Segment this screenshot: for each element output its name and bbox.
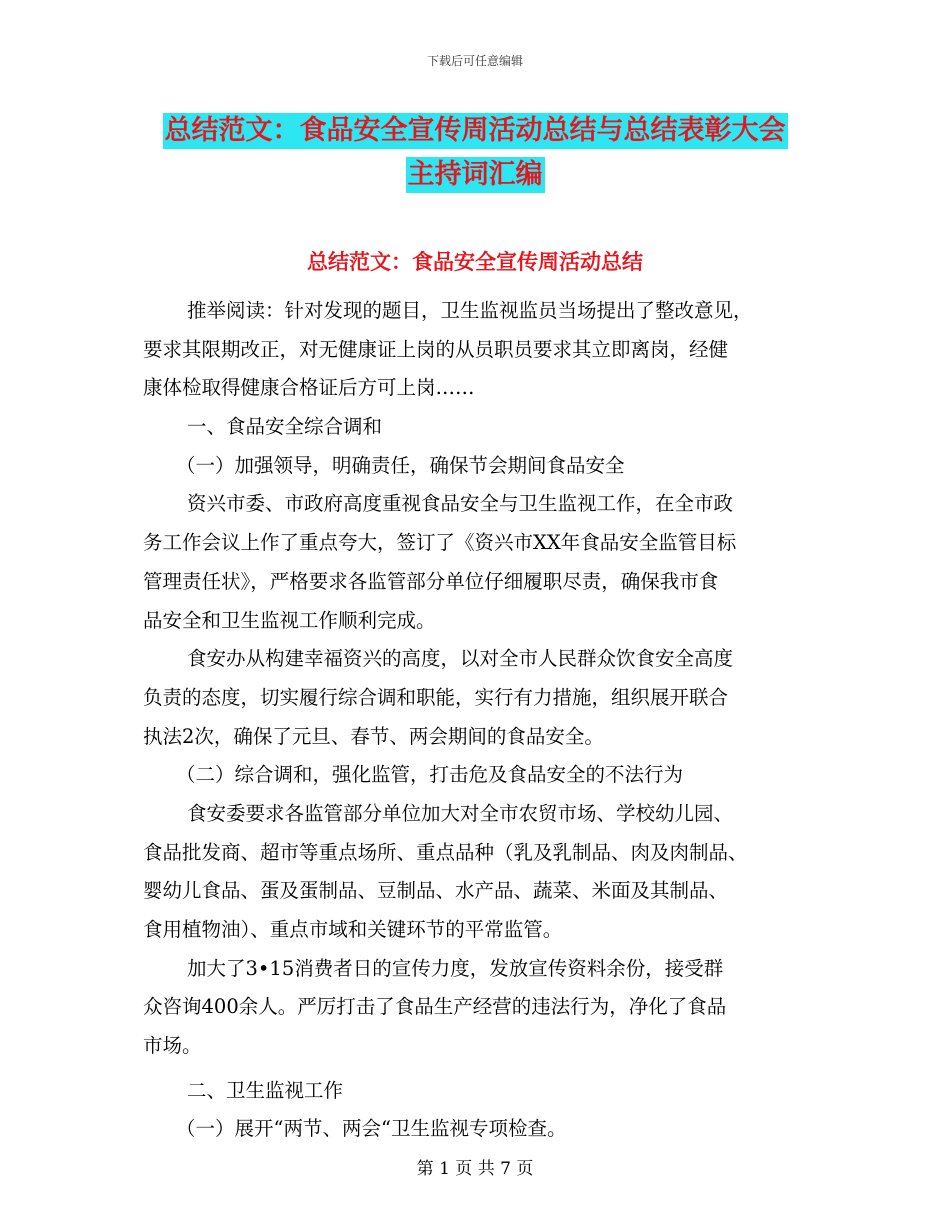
body-line: 众咨询400余人。严厉打击了食品生产经营的违法行为，净化了食品 (143, 995, 727, 1019)
body-line: 管理责任状》，严格要求各监管部分单位仔细履职尽责，确保我市食 (143, 569, 719, 593)
body-line: 市场。 (143, 1034, 202, 1058)
document-title-line1: 总结范文：食品安全宣传周活动总结与总结表彰大会 (163, 113, 788, 149)
document-title-line1-wrap (0, 113, 950, 149)
body-line: 要求其限期改正，对无健康证上岗的从员职员要求其立即离岗，经健 (143, 337, 729, 361)
body-line: 品安全和卫生监视工作顺利完成。 (143, 608, 436, 632)
body-line: 康体检取得健康合格证后方可上岗…… (143, 376, 475, 400)
document-body (143, 292, 810, 1149)
body-line: 一、食品安全综合调和 (187, 415, 383, 439)
body-line: （一）加强领导，明确责任，确保节会期间食品安全 (176, 453, 625, 477)
body-line: 二、卫生监视工作 (187, 1078, 344, 1102)
body-line: 婴幼儿食品、蛋及蛋制品、豆制品、水产品、蔬菜、米面及其制品、 (143, 879, 729, 903)
body-line: 推举阅读：针对发现的题目，卫生监视监员当场提出了整改意见， (187, 299, 753, 322)
document-title-line2: 主持词汇编 (406, 157, 545, 193)
body-line: 执法2次，确保了元旦、春节、两会期间的食品安全。 (143, 724, 604, 748)
body-line: 食品批发商、超市等重点场所、重点品种（乳及乳制品、肉及肉制品、 (143, 840, 748, 864)
page-footer: 第 1 页 共 7 页 (416, 1159, 534, 1179)
body-line: （一）展开“两节、两会“卫生监视专项检查。 (176, 1117, 567, 1141)
header-note: 下载后可任意编辑 (426, 54, 523, 68)
body-line: 务工作会议上作了重点夸大，签订了《资兴市XX年食品安全监管目标 (143, 531, 737, 555)
body-line: （二）综合调和，强化监管，打击危及食品安全的不法行为 (176, 763, 684, 787)
body-line: 资兴市委、市政府高度重视食品安全与卫生监视工作，在全市政 (187, 492, 734, 516)
body-line: 食安委要求各监管部分单位加大对全市农贸市场、学校幼儿园、 (187, 801, 734, 825)
body-line: 食用植物油）、重点市域和关键环节的平常监管。 (143, 918, 563, 941)
body-line: 负责的态度，切实履行综合调和职能，实行有力措施，组织展开联合 (143, 685, 729, 709)
section-subtitle: 总结范文：食品安全宣传周活动总结 (307, 250, 643, 274)
document-title-line2-wrap (0, 157, 950, 193)
body-line: 加大了3•15消费者日的宣传力度，发放宣传资料余份，接受群 (187, 956, 724, 980)
body-line: 食安办从构建幸福资兴的高度，以对全市人民群众饮食安全高度 (187, 647, 734, 671)
